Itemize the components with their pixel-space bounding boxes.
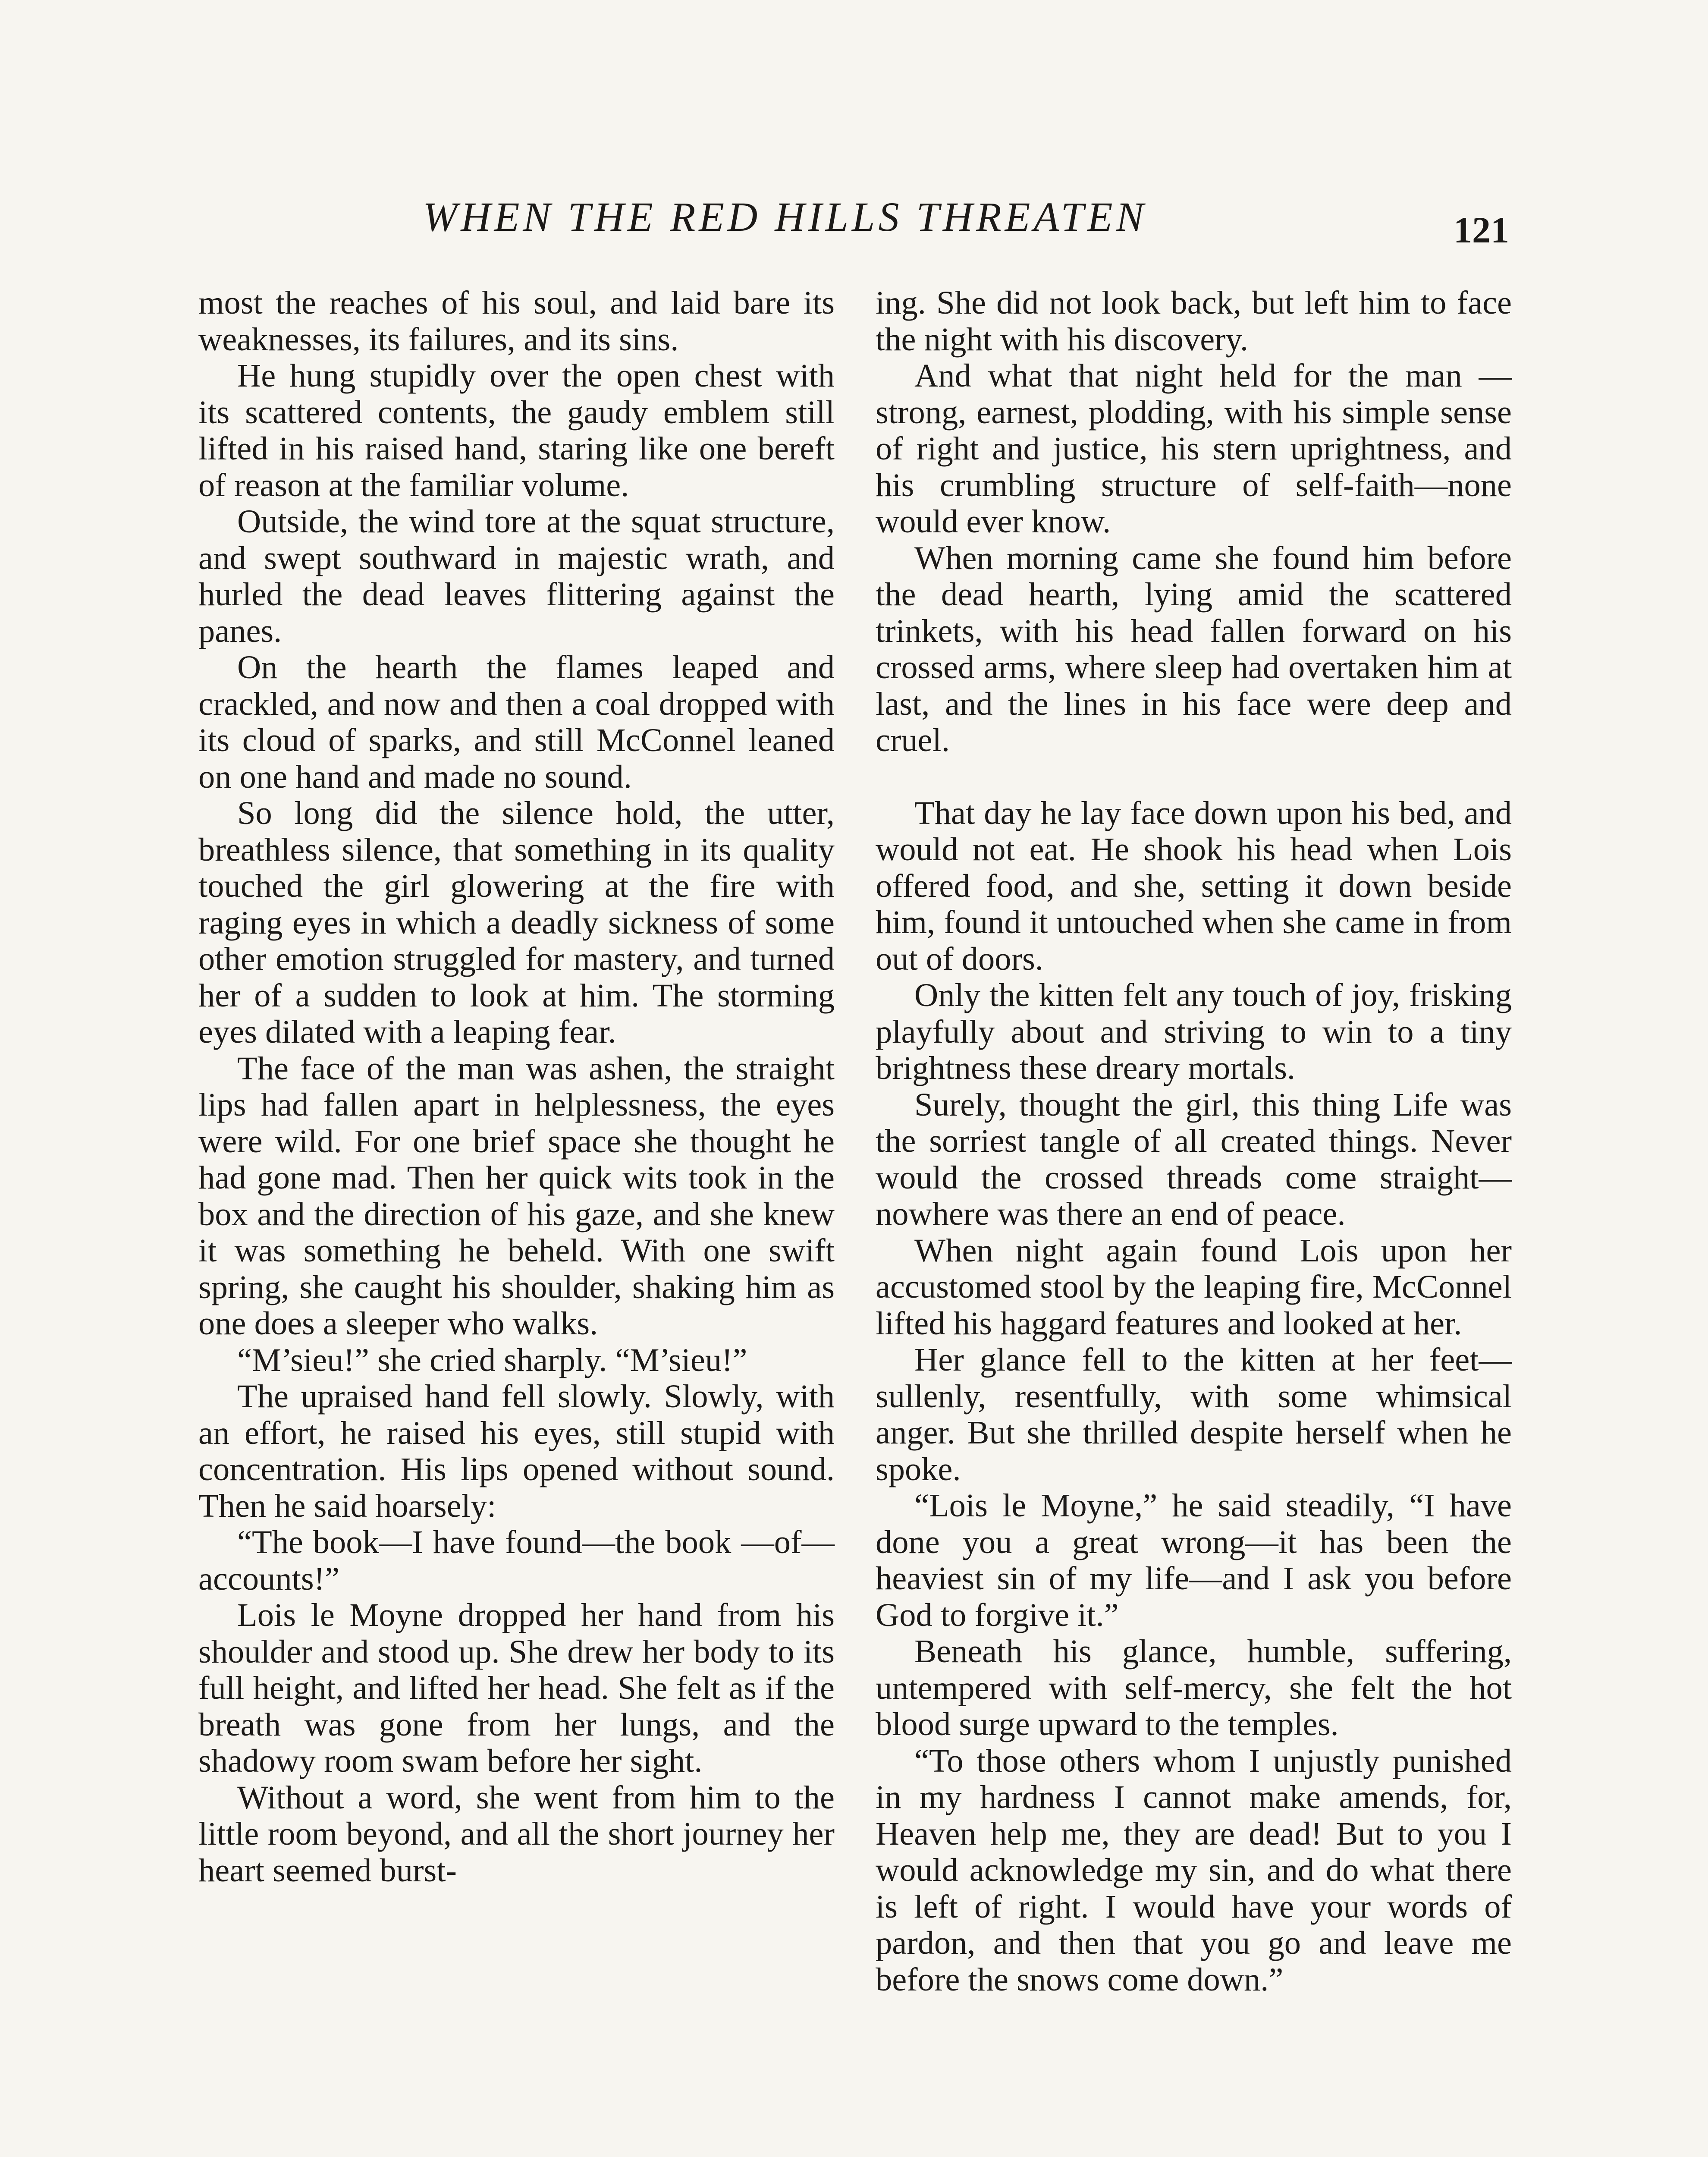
paragraph: ing. She did not look back, but left him to face the night with his discovery. [876, 284, 1512, 358]
paragraph: “Lois le Moyne,” he said steadily, “I have done you a great wrong—it has been the heaviest sin of my life—and I ask you before God to forgive it.” [876, 1487, 1512, 1633]
page-number: 121 [1454, 209, 1509, 251]
left-column [198, 285, 835, 1889]
paragraph: Beneath his glance, humble, suffering, untempered with self-mercy, she felt the hot blood surge upward to the temples. [876, 1633, 1512, 1742]
paragraph: Lois le Moyne dropped her hand from his shoulder and stood up. She drew her body to its full height, and lifted her head. She felt as if the breath was gone from her lungs, and the shadowy room swam before her sight. [198, 1597, 835, 1779]
paragraph: He hung stupidly over the open chest with its scattered contents, the gaudy emblem still lifted in his raised hand, staring like one bereft of reason at the familiar volume. [198, 357, 835, 503]
paragraph: “The book—I have found—the book —of—accounts!” [198, 1524, 835, 1597]
paragraph: Surely, thought the girl, this thing Life was the sorriest tangle of all created things. Never would the crossed threads come straight—nowhere was there an end of peace. [876, 1086, 1512, 1232]
paragraph: “M’sieu!” she cried sharply. “M’sieu!” [237, 1341, 747, 1378]
paragraph: So long did the silence hold, the utter, breathless silence, that something in its quality touched the girl glowering at the fire with raging eyes in which a deadly sickness of some other emotion struggled for mastery, and turned her of a sudden to look at him. The storming eyes dilated with a leaping fear. [198, 795, 835, 1050]
paragraph: Without a word, she went from him to the little room beyond, and all the short journey her heart seemed burst- [198, 1779, 835, 1889]
paragraph: The upraised hand fell slowly. Slowly, with an effort, he raised his eyes, still stupid with concentration. His lips opened without sound. Then he said hoarsely: [198, 1378, 835, 1524]
right-column [876, 285, 1512, 1998]
paragraph: The face of the man was ashen, the straight lips had fallen apart in helplessness, the eyes were wild. For one brief space she thought he had gone mad. Then her quick wits took in the box and the direction of his gaze, and she knew it was something he beheld. With one swift spring, she caught his shoulder, shaking him as one does a sleeper who walks. [198, 1050, 835, 1342]
running-title: WHEN THE RED HILLS THREATEN [423, 194, 1147, 240]
paragraph: Her glance fell to the kitten at her feet—sullenly, resentfully, with some whimsical anger. But she thrilled despite herself when he spoke. [876, 1341, 1512, 1487]
paragraph: On the hearth the flames leaped and crackled, and now and then a coal dropped with its cloud of sparks, and still McConnel leaned on one hand and made no sound. [198, 649, 835, 795]
paragraph: When night again found Lois upon her accustomed stool by the leaping fire, McConnel lifted his haggard features and looked at her. [876, 1232, 1512, 1342]
paragraph: That day he lay face down upon his bed, and would not eat. He shook his head when Lois offered food, and she, setting it down beside him, found it untouched when she came in from out of doors. [876, 794, 1512, 977]
paragraph: Only the kitten felt any touch of joy, frisking playfully about and striving to win to a tiny brightness these dreary mortals. [876, 977, 1512, 1086]
paragraph: When morning came she found him before the dead hearth, lying amid the scattered trinkets, with his head fallen forward on his crossed arms, where sleep had overtaken him at last, and the lines in his face were deep and cruel. [876, 539, 1512, 758]
paragraph: “To those others whom I unjustly punished in my hardness I cannot make amends, for, Heaven help me, they are dead! But to you I would acknowledge my sin, and do what there is left of right. I would have your words of pardon, and then that you go and leave me before the snows come down.” [876, 1742, 1512, 1998]
paragraph: Outside, the wind tore at the squat structure, and swept southward in majestic wrath, and hurled the dead leaves flittering against the panes. [198, 503, 835, 649]
paragraph: most the reaches of his soul, and laid bare its weaknesses, its failures, and its sins. [198, 284, 835, 358]
paragraph: And what that night held for the man —strong, earnest, plodding, with his simple sense of right and justice, his stern uprightness, and his crumbling structure of self-faith—none would ever know. [876, 357, 1512, 540]
